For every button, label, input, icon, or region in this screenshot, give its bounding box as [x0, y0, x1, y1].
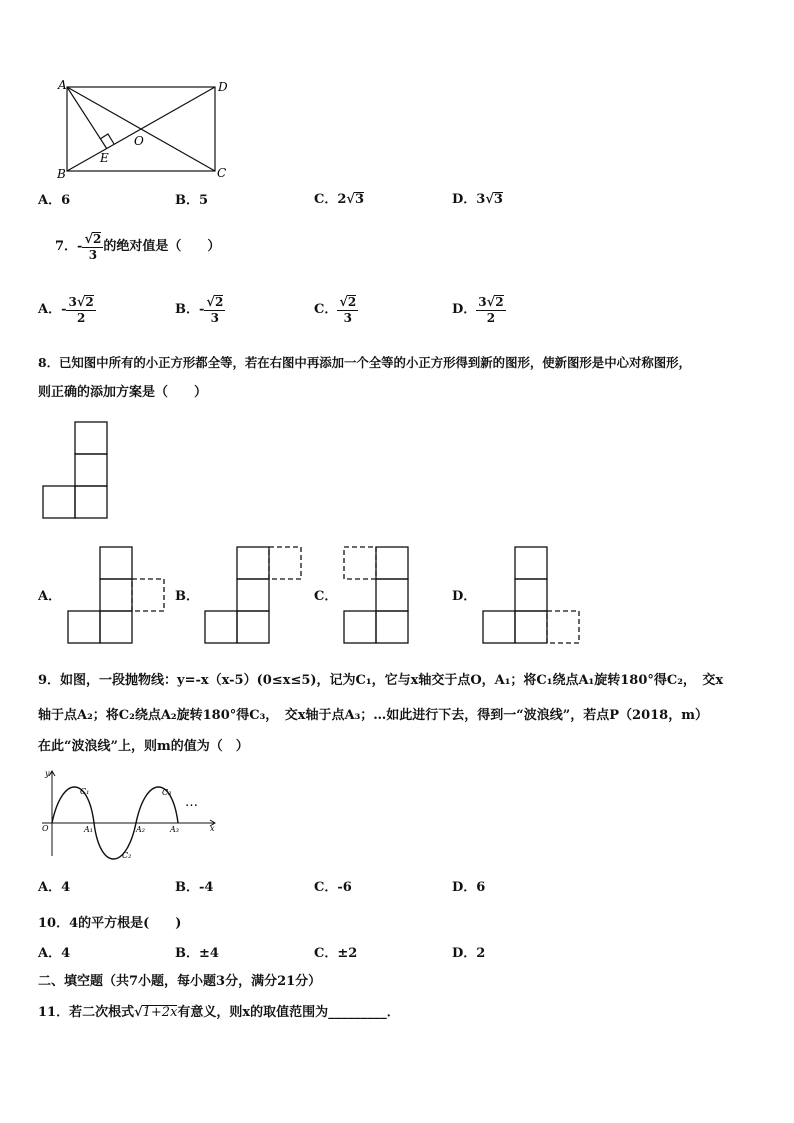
section-title: 二、填空题（共7小题，每小题3分，满分21分） — [38, 974, 322, 989]
sqrt-sign: √ — [485, 192, 494, 207]
q8-option-b-figure[interactable] — [203, 546, 307, 648]
q9-option-c[interactable]: C．-6 — [314, 880, 352, 895]
q6-option-c-radicand: 3 — [354, 192, 364, 207]
q6-option-c[interactable] — [314, 192, 364, 206]
label-a: A — [58, 78, 67, 92]
graph-label-c1: C₁ — [80, 787, 90, 796]
q6-option-d-prefix: D．3 — [452, 192, 486, 207]
q7-option-d-radicand: 2 — [495, 295, 504, 309]
q8-stem-line2: 则正确的添加方案是（ ） — [38, 385, 208, 400]
q7-suffix: 的绝对值是（ ） — [103, 239, 221, 254]
q7-number: 7．- — [55, 239, 83, 254]
label-b: B — [57, 167, 66, 181]
q8-stem-line1: 8．已知图中所有的小正方形都全等，若在右图中再添加一个全等的小正方形得到新的图形，使新图形是中心对称图形， — [38, 355, 691, 370]
q7-option-a[interactable]: A．- $\frac{3√2}{2}$ — [38, 295, 94, 325]
q7-option-d-label: D． — [452, 302, 477, 317]
q6-option-b[interactable]: B．5 — [175, 193, 209, 208]
graph-label-a3: A₃ — [170, 825, 179, 834]
q9-wave-graph — [38, 768, 223, 863]
label-o: O — [134, 134, 144, 148]
q6-option-a[interactable]: A．6 — [38, 193, 71, 208]
q7-option-d[interactable]: D． $\frac{3√2}{2}$ — [452, 295, 504, 325]
q6-option-d[interactable] — [452, 192, 503, 206]
q11-answer-blank[interactable]: _________ — [328, 1005, 387, 1020]
graph-label-a1: A₁ — [84, 825, 93, 834]
q7-option-c-label: C． — [314, 302, 338, 317]
q7-option-d-den: 2 — [486, 311, 496, 325]
q11-stem — [38, 1005, 400, 1019]
sqrt-sign: √ — [134, 1005, 143, 1020]
q11-radicand: 1+2x — [142, 1005, 178, 1020]
graph-label-c3: C₃ — [162, 788, 172, 797]
q8-option-c-figure[interactable] — [342, 546, 446, 648]
q11-end: ． — [386, 1005, 400, 1020]
label-d: D — [218, 80, 228, 94]
q9-option-d[interactable]: D．6 — [452, 880, 486, 895]
q11-suffix: 有意义，则x的取值范围为 — [177, 1005, 329, 1020]
q11-prefix: 11．若二次根式 — [38, 1005, 135, 1020]
graph-label-o: O — [42, 824, 49, 833]
q7-num-radicand: 2 — [93, 232, 102, 246]
q7-option-a-den: 2 — [76, 311, 86, 325]
q8-option-d-figure[interactable] — [481, 546, 585, 648]
q8-option-a-label[interactable]: A． — [38, 589, 62, 604]
q7-den: 3 — [88, 248, 98, 262]
q10-option-b[interactable]: B．±4 — [175, 946, 219, 961]
q7-option-b-label: B．- — [175, 302, 205, 317]
q8-option-d-label[interactable]: D． — [452, 589, 477, 604]
q10-option-a[interactable]: A．4 — [38, 946, 71, 961]
q7-option-a-radicand: 2 — [85, 295, 94, 309]
q8-base-figure — [41, 421, 111, 523]
perpendicular-ae — [67, 87, 107, 149]
q7-stem — [55, 232, 220, 261]
q7-option-b[interactable]: B．- $\frac{√2}{3}$ — [175, 295, 224, 325]
q7-option-b-den: 3 — [210, 311, 220, 325]
q6-option-d-radicand: 3 — [493, 192, 503, 207]
q8-option-b-label[interactable]: B． — [175, 589, 199, 604]
graph-label-a2: A₂ — [136, 825, 145, 834]
q8-option-a-figure[interactable] — [66, 546, 170, 648]
q7-option-d-coef: 3 — [478, 295, 487, 309]
graph-label-x: x — [210, 824, 215, 833]
q7-option-c-den: 3 — [343, 311, 352, 325]
q7-option-c-radicand: 2 — [347, 295, 357, 309]
graph-label-y: y — [45, 769, 50, 778]
q10-option-c[interactable]: C．±2 — [314, 946, 358, 961]
q7-fraction: $\frac{√2}{3}$ — [84, 232, 102, 262]
sqrt-sign: √ — [346, 192, 355, 207]
q9-stem-line1: 9．如图，一段抛物线：y=-x（x-5）(0≤x≤5)，记为C₁，它与x轴交于点O，A₁；将C₁绕点A₁旋转180°得C₂， 交x — [38, 673, 724, 688]
graph-ellipsis: … — [185, 795, 198, 810]
q10-option-d[interactable]: D．2 — [452, 946, 486, 961]
q7-option-b-radicand: 2 — [214, 295, 224, 309]
q8-option-c-label[interactable]: C． — [314, 589, 338, 604]
graph-label-c2: C₂ — [122, 851, 132, 860]
q7-option-a-label: A．- — [38, 302, 67, 317]
q7-option-a-coef: 3 — [68, 295, 77, 309]
q9-stem-line2: 轴于点A₂；将C₂绕点A₂旋转180°得C₃， 交x轴于点A₃；…如此进行下去，得到一“波浪线”，若点P（2018，m） — [38, 708, 708, 723]
label-e: E — [100, 151, 109, 165]
q10-stem: 10．4的平方根是( ) — [38, 916, 182, 931]
rectangle-figure — [50, 78, 240, 183]
q9-stem-line3: 在此“波浪线”上，则m的值为（ ） — [38, 739, 249, 754]
q9-option-a[interactable]: A．4 — [38, 880, 71, 895]
q6-option-c-prefix: C．2 — [314, 192, 347, 207]
q9-option-b[interactable]: B．-4 — [175, 880, 214, 895]
label-c: C — [217, 166, 227, 180]
q7-option-c[interactable]: C． $\frac{√2}{3}$ — [314, 295, 357, 325]
